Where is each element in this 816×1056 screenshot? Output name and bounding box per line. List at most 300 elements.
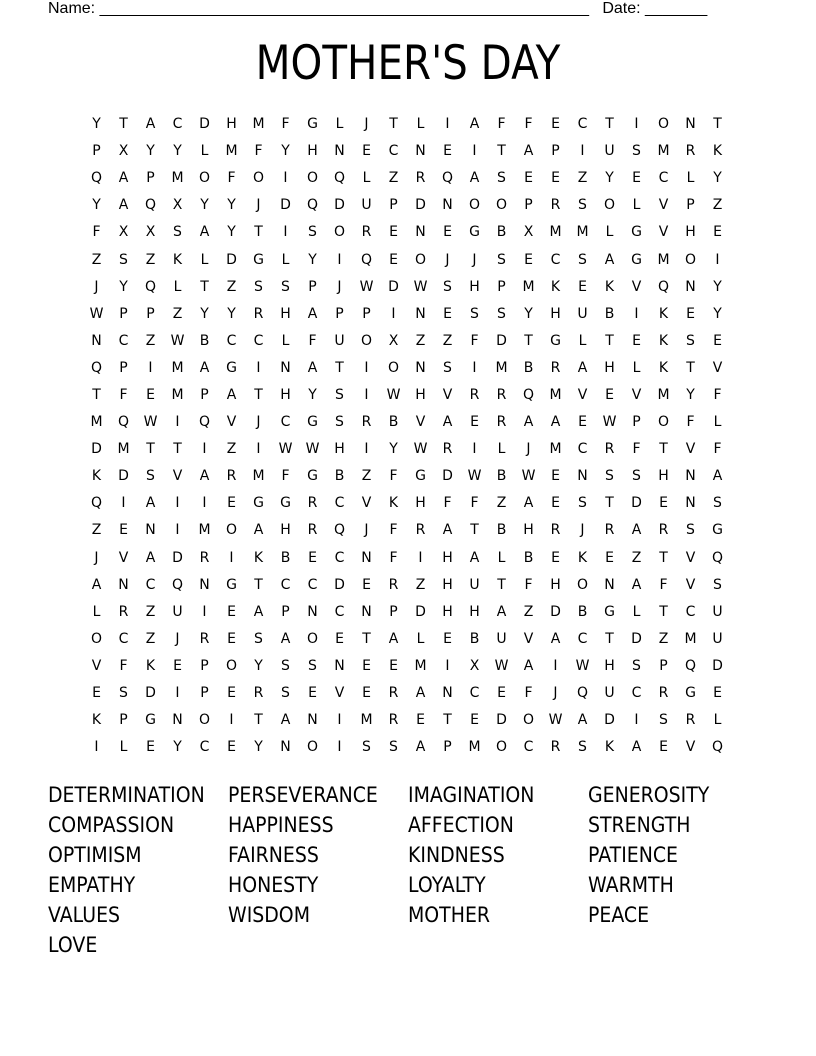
grid-letter: Q <box>306 197 319 214</box>
grid-letter: O <box>90 630 103 647</box>
grid-letter: J <box>526 441 531 458</box>
grid-letter: P <box>146 170 155 187</box>
grid-letter: H <box>442 576 453 593</box>
grid-letter: F <box>389 522 398 539</box>
grid-letter: Z <box>226 441 237 458</box>
grid-letter: C <box>577 630 588 647</box>
grid-letter: P <box>632 414 641 431</box>
grid-letter: I <box>391 305 396 322</box>
grid-letter: Z <box>631 549 642 566</box>
grid-letter: J <box>580 522 585 539</box>
word-list-item: PERSEVERANCE <box>228 783 378 807</box>
grid-letter: K <box>172 251 183 268</box>
grid-letter: T <box>659 549 668 566</box>
grid-letter: X <box>172 197 183 214</box>
grid-letter: E <box>713 685 722 702</box>
grid-letter: R <box>469 386 480 403</box>
grid-letter: Q <box>333 522 346 539</box>
grid-letter: Y <box>713 278 722 295</box>
grid-letter: E <box>416 712 425 729</box>
grid-letter: O <box>306 739 319 756</box>
grid-letter: R <box>253 305 264 322</box>
grid-letter: E <box>92 685 101 702</box>
grid-letter: P <box>200 685 209 702</box>
grid-letter: C <box>577 116 588 133</box>
grid-letter: D <box>199 116 210 133</box>
name-date-line <box>48 0 707 18</box>
grid-letter: I <box>202 495 207 512</box>
grid-letter: Z <box>442 332 453 349</box>
grid-letter: K <box>658 359 669 376</box>
grid-letter: I <box>553 657 558 674</box>
grid-letter: Q <box>90 359 103 376</box>
grid-letter: A <box>415 685 426 702</box>
grid-letter: H <box>280 305 291 322</box>
grid-letter: M <box>171 359 184 376</box>
grid-letter: S <box>497 170 506 187</box>
grid-letter: P <box>281 603 290 620</box>
grid-letter: N <box>415 224 426 241</box>
grid-letter: E <box>686 305 695 322</box>
grid-letter: R <box>658 685 669 702</box>
grid-row <box>83 111 731 138</box>
grid-letter: P <box>362 305 371 322</box>
grid-letter: E <box>524 170 533 187</box>
grid-letter: U <box>604 143 615 160</box>
grid-letter: D <box>334 576 345 593</box>
grid-letter: X <box>118 224 129 241</box>
grid-letter: A <box>712 468 723 485</box>
grid-row <box>83 409 731 436</box>
grid-letter: M <box>657 386 670 403</box>
grid-letter: K <box>577 549 588 566</box>
grid-letter: K <box>253 549 264 566</box>
word-list-item: AFFECTION <box>408 813 514 837</box>
grid-row <box>83 192 731 219</box>
grid-letter: S <box>254 630 263 647</box>
word-list-item: IMAGINATION <box>408 783 535 807</box>
grid-letter: M <box>684 630 697 647</box>
grid-letter: F <box>686 414 695 431</box>
grid-letter: F <box>713 386 722 403</box>
grid-letter: O <box>657 414 670 431</box>
grid-letter: E <box>362 685 371 702</box>
grid-letter: V <box>415 414 426 431</box>
grid-letter: W <box>575 657 590 674</box>
grid-letter: A <box>523 143 534 160</box>
grid-letter: E <box>227 495 236 512</box>
word-list-item: DETERMINATION <box>48 783 205 807</box>
grid-letter: C <box>685 603 696 620</box>
grid-letter: O <box>603 197 616 214</box>
grid-letter: G <box>712 522 723 539</box>
grid-letter: L <box>173 278 182 295</box>
grid-letter: P <box>389 197 398 214</box>
grid-row <box>83 545 731 572</box>
grid-letter: W <box>305 441 320 458</box>
grid-letter: V <box>91 657 102 674</box>
grid-letter: D <box>604 712 615 729</box>
grid-letter: T <box>119 116 128 133</box>
grid-letter: N <box>145 522 156 539</box>
grid-letter: E <box>470 414 479 431</box>
grid-letter: J <box>175 630 180 647</box>
grid-letter: Y <box>227 224 236 241</box>
grid-letter: X <box>469 657 480 674</box>
grid-letter: Y <box>227 305 236 322</box>
grid-letter: A <box>469 549 480 566</box>
grid-letter: G <box>253 495 264 512</box>
grid-letter: Q <box>90 495 103 512</box>
grid-letter: T <box>254 386 263 403</box>
grid-letter: P <box>443 739 452 756</box>
word-list <box>48 780 788 960</box>
grid-letter: B <box>577 603 588 620</box>
grid-letter: L <box>200 251 209 268</box>
grid-letter: A <box>199 359 210 376</box>
grid-letter: L <box>632 197 641 214</box>
grid-letter: I <box>472 441 477 458</box>
grid-letter: Y <box>308 251 317 268</box>
grid-letter: Y <box>605 170 614 187</box>
grid-letter: D <box>226 251 237 268</box>
grid-letter: V <box>658 224 669 241</box>
grid-letter: A <box>577 712 588 729</box>
grid-letter: M <box>171 170 184 187</box>
grid-letter: D <box>631 630 642 647</box>
grid-letter: H <box>550 576 561 593</box>
grid-letter: N <box>280 359 291 376</box>
grid-letter: N <box>361 549 372 566</box>
grid-letter: O <box>495 739 508 756</box>
grid-letter: O <box>522 712 535 729</box>
grid-letter: M <box>549 441 562 458</box>
grid-letter: S <box>389 739 398 756</box>
grid-letter: M <box>414 657 427 674</box>
grid-letter: I <box>256 359 261 376</box>
grid-letter: T <box>254 576 263 593</box>
grid-letter: K <box>712 143 723 160</box>
grid-letter: G <box>469 224 480 241</box>
word-list-item: LOVE <box>48 933 98 957</box>
grid-row <box>83 355 731 382</box>
grid-letter: P <box>146 305 155 322</box>
grid-letter: H <box>280 386 291 403</box>
grid-letter: M <box>360 712 373 729</box>
grid-letter: V <box>577 386 588 403</box>
grid-letter: D <box>415 197 426 214</box>
grid-letter: W <box>170 332 185 349</box>
grid-letter: I <box>337 712 342 729</box>
grid-letter: D <box>91 441 102 458</box>
grid-letter: R <box>388 685 399 702</box>
grid-letter: M <box>252 116 265 133</box>
grid-letter: F <box>119 657 128 674</box>
word-list-item: STRENGTH <box>588 813 691 837</box>
grid-letter: G <box>604 603 615 620</box>
grid-letter: G <box>145 712 156 729</box>
grid-letter: B <box>496 522 507 539</box>
grid-letter: T <box>605 495 614 512</box>
grid-letter: N <box>604 576 615 593</box>
grid-letter: L <box>632 359 641 376</box>
grid-row <box>83 517 731 544</box>
grid-letter: C <box>280 576 291 593</box>
grid-letter: O <box>306 170 319 187</box>
word-list-item: WARMTH <box>588 873 674 897</box>
grid-letter: P <box>686 197 695 214</box>
grid-letter: E <box>551 549 560 566</box>
grid-letter: T <box>146 441 155 458</box>
grid-letter: Y <box>200 197 209 214</box>
grid-letter: V <box>685 549 696 566</box>
grid-letter: H <box>415 495 426 512</box>
grid-letter: B <box>496 224 507 241</box>
grid-letter: C <box>658 170 669 187</box>
grid-letter: C <box>307 576 318 593</box>
grid-letter: A <box>307 305 318 322</box>
word-list-item: WISDOM <box>228 903 310 927</box>
grid-letter: V <box>685 576 696 593</box>
grid-letter: S <box>686 332 695 349</box>
grid-letter: F <box>308 332 317 349</box>
grid-letter: C <box>334 549 345 566</box>
grid-letter: D <box>280 197 291 214</box>
grid-letter: B <box>388 414 399 431</box>
grid-letter: Z <box>226 278 237 295</box>
grid-letter: U <box>172 603 183 620</box>
grid-letter: A <box>577 359 588 376</box>
grid-row <box>83 246 731 273</box>
grid-letter: Q <box>144 197 157 214</box>
grid-letter: N <box>685 495 696 512</box>
grid-letter: E <box>389 251 398 268</box>
grid-letter: O <box>198 712 211 729</box>
grid-letter: A <box>388 630 399 647</box>
grid-letter: S <box>335 414 344 431</box>
grid-letter: R <box>199 549 210 566</box>
grid-letter: B <box>469 630 480 647</box>
grid-letter: A <box>253 522 264 539</box>
grid-letter: G <box>415 468 426 485</box>
grid-letter: L <box>281 332 290 349</box>
grid-letter: E <box>578 414 587 431</box>
grid-letter: O <box>684 251 697 268</box>
grid-letter: T <box>659 441 668 458</box>
grid-letter: I <box>175 522 180 539</box>
grid-letter: L <box>686 170 695 187</box>
grid-letter: E <box>524 251 533 268</box>
grid-letter: Y <box>119 278 128 295</box>
grid-letter: K <box>604 739 615 756</box>
grid-letter: W <box>386 386 401 403</box>
grid-letter: A <box>469 116 480 133</box>
grid-letter: E <box>227 685 236 702</box>
grid-letter: L <box>497 549 506 566</box>
grid-letter: M <box>252 468 265 485</box>
word-list-item: PATIENCE <box>588 843 678 867</box>
grid-letter: Q <box>90 170 103 187</box>
grid-letter: H <box>658 468 669 485</box>
grid-letter: Z <box>145 332 156 349</box>
grid-letter: R <box>496 414 507 431</box>
grid-letter: S <box>173 224 182 241</box>
grid-letter: A <box>469 170 480 187</box>
grid-row <box>83 734 731 761</box>
grid-letter: V <box>685 739 696 756</box>
grid-letter: I <box>364 441 369 458</box>
grid-letter: S <box>686 522 695 539</box>
grid-letter: P <box>335 305 344 322</box>
grid-letter: Y <box>713 305 722 322</box>
grid-letter: E <box>443 143 452 160</box>
grid-row <box>83 626 731 653</box>
grid-letter: C <box>523 739 534 756</box>
grid-letter: S <box>254 278 263 295</box>
grid-letter: U <box>712 630 723 647</box>
grid-letter: H <box>307 143 318 160</box>
grid-letter: F <box>92 224 101 241</box>
grid-letter: N <box>280 739 291 756</box>
grid-letter: O <box>360 332 373 349</box>
grid-letter: T <box>254 224 263 241</box>
word-list-item: FAIRNESS <box>228 843 319 867</box>
grid-letter: A <box>442 522 453 539</box>
grid-row <box>83 165 731 192</box>
grid-row <box>83 599 731 626</box>
grid-letter: Q <box>684 657 697 674</box>
grid-letter: O <box>468 197 481 214</box>
grid-letter: R <box>253 685 264 702</box>
grid-letter: F <box>470 495 479 512</box>
grid-letter: M <box>198 522 211 539</box>
grid-letter: E <box>443 630 452 647</box>
grid-letter: D <box>334 197 345 214</box>
grid-row <box>83 463 731 490</box>
grid-letter: N <box>334 657 345 674</box>
grid-letter: T <box>200 278 209 295</box>
grid-letter: G <box>631 251 642 268</box>
grid-letter: V <box>658 197 669 214</box>
grid-letter: A <box>118 197 129 214</box>
grid-letter: E <box>551 170 560 187</box>
grid-letter: B <box>199 332 210 349</box>
grid-letter: H <box>415 386 426 403</box>
grid-letter: A <box>550 414 561 431</box>
grid-letter: L <box>497 441 506 458</box>
grid-letter: Q <box>117 414 130 431</box>
grid-letter: L <box>713 712 722 729</box>
grid-letter: E <box>362 657 371 674</box>
grid-letter: I <box>283 170 288 187</box>
grid-letter: Z <box>91 522 102 539</box>
grid-letter: Y <box>200 305 209 322</box>
grid-letter: E <box>605 549 614 566</box>
grid-letter: A <box>415 739 426 756</box>
grid-letter: E <box>578 278 587 295</box>
grid-row <box>83 653 731 680</box>
grid-letter: M <box>468 739 481 756</box>
grid-letter: N <box>91 332 102 349</box>
grid-letter: S <box>443 359 452 376</box>
grid-letter: A <box>604 251 615 268</box>
grid-letter: A <box>550 630 561 647</box>
grid-letter: A <box>145 549 156 566</box>
grid-letter: R <box>361 224 372 241</box>
grid-letter: T <box>470 522 479 539</box>
grid-letter: N <box>307 712 318 729</box>
grid-letter: E <box>443 305 452 322</box>
grid-letter: Z <box>712 197 723 214</box>
grid-letter: C <box>334 603 345 620</box>
grid-letter: R <box>685 712 696 729</box>
grid-letter: S <box>578 739 587 756</box>
grid-letter: W <box>413 278 428 295</box>
grid-letter: Q <box>711 549 724 566</box>
grid-letter: A <box>118 170 129 187</box>
grid-letter: T <box>524 332 533 349</box>
grid-letter: I <box>283 224 288 241</box>
grid-row <box>83 382 731 409</box>
grid-letter: E <box>146 386 155 403</box>
grid-letter: P <box>524 197 533 214</box>
grid-letter: G <box>307 116 318 133</box>
grid-letter: I <box>715 251 720 268</box>
grid-letter: E <box>389 224 398 241</box>
grid-letter: G <box>280 495 291 512</box>
grid-letter: Y <box>146 143 155 160</box>
grid-letter: M <box>117 441 130 458</box>
grid-letter: S <box>119 685 128 702</box>
grid-letter: A <box>631 739 642 756</box>
grid-letter: W <box>548 712 563 729</box>
grid-letter: D <box>442 468 453 485</box>
grid-letter: P <box>200 657 209 674</box>
grid-letter: R <box>415 170 426 187</box>
grid-letter: Z <box>145 251 156 268</box>
grid-letter: I <box>634 712 639 729</box>
grid-letter: C <box>550 251 561 268</box>
grid-letter: Z <box>577 170 588 187</box>
grid-letter: Y <box>389 441 398 458</box>
grid-letter: R <box>118 603 129 620</box>
grid-letter: Q <box>576 685 589 702</box>
grid-letter: A <box>145 495 156 512</box>
grid-letter: M <box>225 143 238 160</box>
grid-letter: F <box>227 170 236 187</box>
grid-letter: V <box>226 414 237 431</box>
grid-letter: S <box>443 278 452 295</box>
grid-letter: G <box>685 685 696 702</box>
grid-letter: M <box>549 386 562 403</box>
grid-letter: R <box>496 386 507 403</box>
grid-letter: B <box>523 359 534 376</box>
grid-letter: A <box>280 630 291 647</box>
grid-letter: J <box>364 116 369 133</box>
grid-letter: T <box>713 116 722 133</box>
word-list-item: GENEROSITY <box>588 783 710 807</box>
grid-letter: N <box>415 305 426 322</box>
grid-letter: R <box>604 441 615 458</box>
grid-letter: T <box>605 332 614 349</box>
grid-row <box>83 680 731 707</box>
grid-letter: Q <box>441 170 454 187</box>
grid-letter: L <box>335 116 344 133</box>
grid-letter: D <box>172 549 183 566</box>
grid-letter: A <box>91 576 102 593</box>
grid-row <box>83 436 731 463</box>
grid-row <box>83 301 731 328</box>
